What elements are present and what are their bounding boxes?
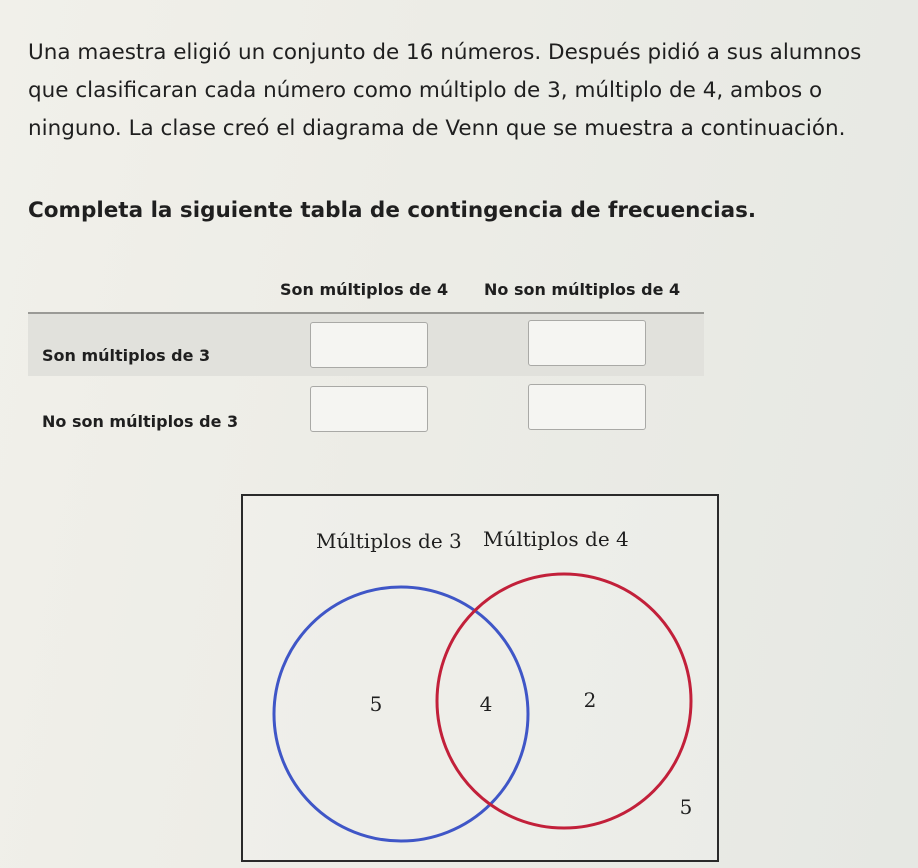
venn-label-right: Múltiplos de 4 [483,527,629,551]
contingency-table [28,268,704,448]
venn-svg [243,496,717,860]
venn-label-left: Múltiplos de 3 [316,529,462,553]
venn-diagram [241,494,719,862]
answer-input-not-m3-not-m4[interactable] [528,384,646,430]
row-header-multiples-of-3: Son múltiplos de 3 [42,346,211,365]
venn-count-neither: 5 [679,795,693,819]
answer-input-m3-not-m4[interactable] [528,320,646,366]
instruction-text: Completa la siguiente tabla de contingencia de frecuencias. [28,198,757,223]
venn-circle-right [437,574,691,828]
venn-count-only-right: 2 [583,688,597,712]
column-header-not-multiples-of-4: No son múltiplos de 4 [484,280,681,299]
column-header-multiples-of-4: Son múltiplos de 4 [280,280,449,299]
answer-input-m3-m4[interactable] [310,322,428,368]
row-header-not-multiples-of-3: No son múltiplos de 3 [42,412,239,431]
problem-statement: Una maestra eligió un conjunto de 16 números. Después pidió a sus alumnos que clasificaran cada número como múltiplo de 3, múltiplo de 4, ambos o ninguno. La clase creó el diagrama de Venn que se muestra a continuación. [28,40,862,141]
venn-count-only-left: 5 [369,692,383,716]
answer-input-not-m3-m4[interactable] [310,386,428,432]
venn-count-both: 4 [479,692,493,716]
